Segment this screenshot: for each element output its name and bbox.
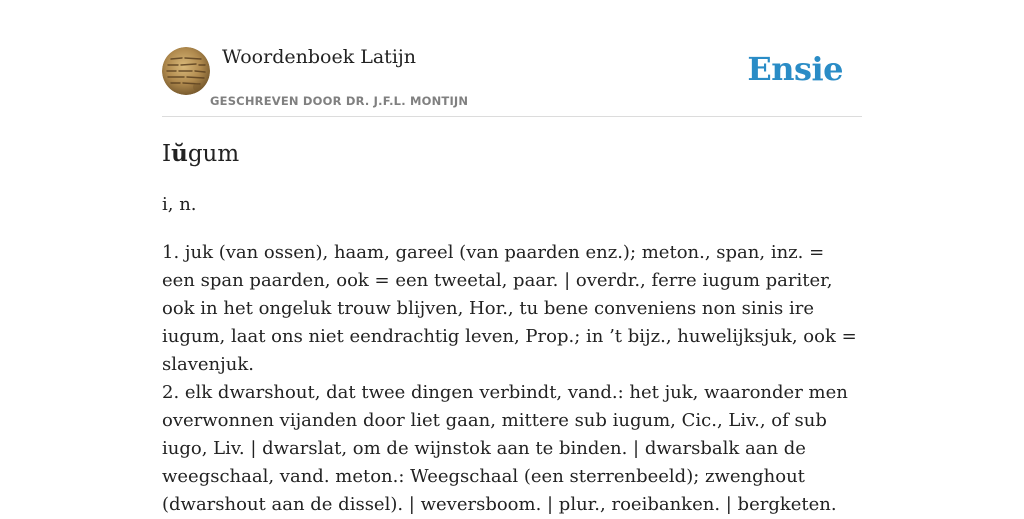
headword: [162, 140, 239, 167]
inscribed-tablet-icon[interactable]: [162, 47, 210, 95]
grammar-info: i, n.: [162, 194, 197, 215]
definition: [162, 239, 862, 519]
dictionary-title[interactable]: Woordenboek Latijn: [222, 46, 417, 68]
header: [162, 0, 862, 117]
page: [162, 0, 862, 515]
sense-2: 2. elk dwarshout, dat twee dingen verbindt, vand.: het juk, waaronder men overwonnen vijanden door liet gaan, mittere sub iugum, Cic., Liv., of sub iugo, Liv. | dwarslat, om de wijnstok aan te binden. | dwarsbalk aan de weegschaal, vand. meton.: Weegschaal (een sterrenbeeld); zwenghout (dwarshout aan de dissel). | weversboom. | plur., roeibanken. | bergketen.: [162, 382, 848, 515]
headword-prefix: I: [162, 141, 172, 167]
sense-1: 1. juk (van ossen), haam, gareel (van paarden enz.); meton., span, inz. = een span paarden, ook = een tweetal, paar. | overdr., ferre iugum pariter, ook in het ongeluk trouw blijven, Hor., tu bene conveniens non sinis ire iugum, laat ons niet eendrachtig leven, Prop.; in ’t bijz., huwelijksjuk, ook = slavenjuk.: [162, 242, 857, 375]
author-byline: GESCHREVEN DOOR DR. J.F.L. MONTIJN: [210, 94, 469, 108]
headword-rest: gum: [187, 141, 240, 167]
brand-logo[interactable]: Ensie: [747, 50, 843, 88]
headword-breve-letter: ŭ: [171, 140, 188, 167]
